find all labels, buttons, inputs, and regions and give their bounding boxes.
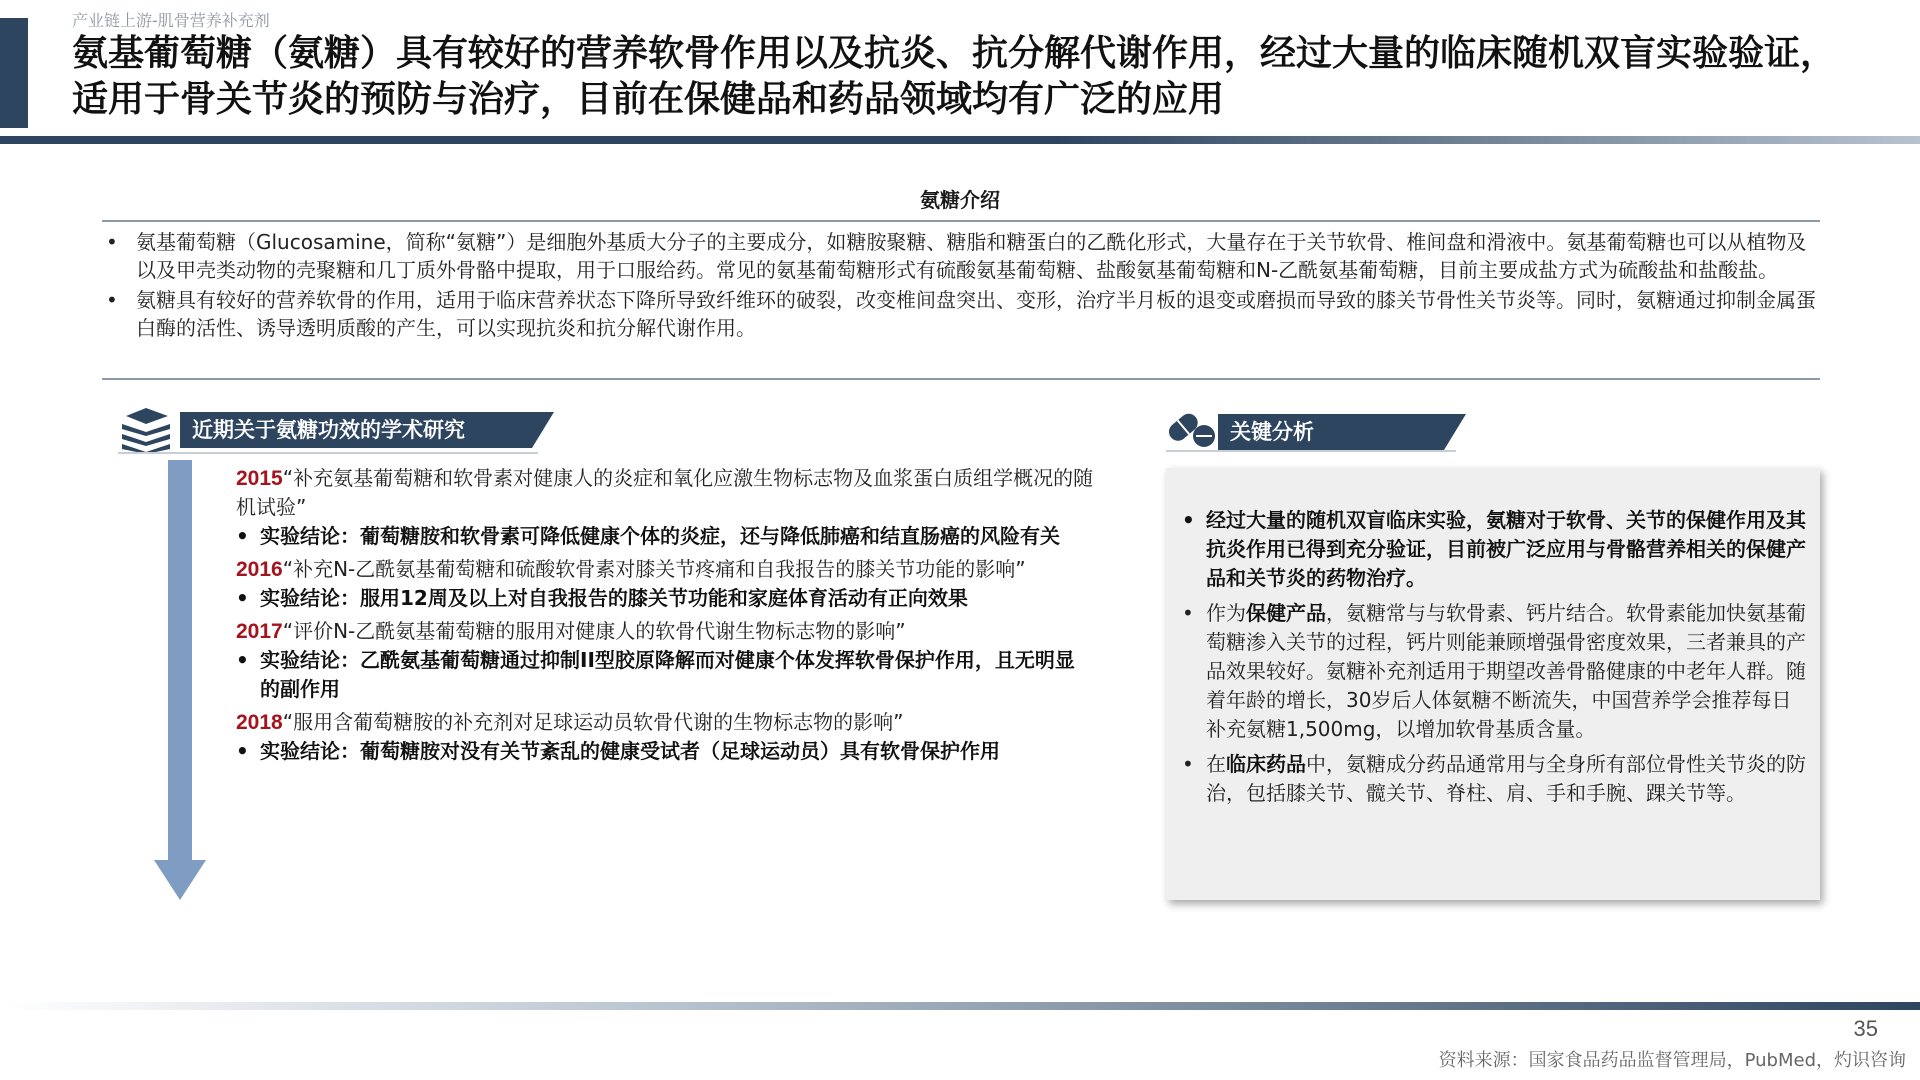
study-conclusion: • 实验结论：乙酰氨基葡萄糖通过抑制II型胶原降解而对健康个体发挥软骨保护作用，且无明显的副作用	[234, 646, 1094, 704]
pills-icon	[1166, 404, 1218, 450]
breadcrumb: 产业链上游-肌骨营养补充剂	[72, 11, 270, 30]
study-item	[234, 708, 1094, 766]
analysis-header: 关键分析	[1218, 414, 1444, 450]
analysis-emphasis: 保健产品	[1246, 601, 1326, 625]
source-note: 资料来源：国家食品药品监督管理局，PubMed，灼识咨询	[1438, 1050, 1906, 1071]
analysis-emphasis: 临床药品	[1226, 752, 1306, 776]
study-conclusion: • 实验结论：葡萄糖胺和软骨素可降低健康个体的炎症，还与降低肺癌和结直肠癌的风险有关	[234, 522, 1094, 551]
study-year: 2017	[236, 620, 283, 643]
analysis-point: • 在临床药品中，氨糖成分药品通常用与全身所有部位骨性关节炎的防治，包括膝关节、髋关节、脊柱、肩、手和手腕、踝关节等。	[1176, 750, 1808, 808]
intro-bullet: • 氨糖具有较好的营养软骨的作用，适用于临床营养状态下降所导致纤维环的破裂，改变椎间盘突出、变形，治疗半月板的退变或磨损而导致的膝关节骨性关节炎等。同时，氨糖通过抑制金属蛋白酶的活性、诱导透明质酸的产生，可以实现抗炎和抗分解代谢作用。	[100, 286, 1820, 342]
study-list	[234, 464, 1094, 770]
study-item	[234, 464, 1094, 551]
study-year: 2015	[236, 467, 283, 490]
intro-divider-top	[102, 220, 1820, 222]
study-title: “评价N-乙酰氨基葡萄糖的服用对健康人的软骨代谢生物标志物的影响”	[282, 619, 906, 643]
intro-heading: 氨糖介绍	[920, 188, 1000, 212]
down-arrow-icon	[150, 460, 210, 904]
study-title: “补充N-乙酰氨基葡萄糖和硫酸软骨素对膝关节疼痛和自我报告的膝关节功能的影响”	[282, 557, 1026, 581]
intro-divider-bottom	[102, 378, 1820, 380]
analysis-header-underline	[1166, 450, 1456, 452]
research-header-underline	[118, 452, 538, 454]
analysis-list	[1176, 506, 1808, 814]
study-conclusion: • 实验结论：服用12周及以上对自我报告的膝关节功能和家庭体育活动有正向效果	[234, 584, 1094, 613]
page-title: 氨基葡萄糖（氨糖）具有较好的营养软骨作用以及抗炎、抗分解代谢作用，经过大量的临床随机双盲实验验证，适用于骨关节炎的预防与治疗，目前在保健品和药品领域均有广泛的应用	[72, 32, 1837, 120]
intro-list	[100, 228, 1820, 344]
footer-divider	[0, 1002, 1920, 1010]
study-year: 2018	[236, 711, 283, 734]
study-title: “补充氨基葡萄糖和软骨素对健康人的炎症和氧化应激生物标志物及血浆蛋白质组学概况的随机试验”	[236, 466, 1094, 519]
study-item	[234, 617, 1094, 704]
page-number: 35	[1853, 1016, 1878, 1041]
analysis-point: • 作为保健产品，氨糖常与与软骨素、钙片结合。软骨素能加快氨基葡萄糖渗入关节的过程，钙片则能兼顾增强骨密度效果，三者兼具的产品效果较好。氨糖补充剂适用于期望改善骨骼健康的中老年人群。随着年龄的增长，30岁后人体氨糖不断流失，中国营养学会推荐每日补充氨糖1,500mg，以增加软骨基质含量。	[1176, 599, 1808, 744]
study-conclusion: • 实验结论：葡萄糖胺对没有关节紊乱的健康受试者（足球运动员）具有软骨保护作用	[234, 737, 1094, 766]
intro-bullet: • 氨基葡萄糖（Glucosamine，简称“氨糖”）是细胞外基质大分子的主要成分，如糖胺聚糖、糖脂和糖蛋白的乙酰化形式，大量存在于关节软骨、椎间盘和滑液中。氨基葡萄糖也可以从植物及以及甲壳类动物的壳聚糖和几丁质外骨骼中提取，用于口服给药。常见的氨基葡萄糖形式有硫酸氨基葡萄糖、盐酸氨基葡萄糖和N-乙酰氨基葡萄糖，目前主要成盐方式为硫酸盐和盐酸盐。	[100, 228, 1820, 284]
study-year: 2016	[236, 558, 283, 581]
books-stack-icon	[118, 404, 174, 454]
study-item	[234, 555, 1094, 613]
analysis-point: • 经过大量的随机双盲临床实验，氨糖对于软骨、关节的保健作用及其抗炎作用已得到充分验证，目前被广泛应用与骨骼营养相关的保健产品和关节炎的药物治疗。	[1176, 506, 1808, 593]
study-title: “服用含葡萄糖胺的补充剂对足球运动员软骨代谢的生物标志物的影响”	[282, 710, 904, 734]
title-divider	[0, 136, 1920, 144]
research-header: 近期关于氨糖功效的学术研究	[180, 412, 532, 448]
title-accent-bar	[0, 18, 28, 128]
